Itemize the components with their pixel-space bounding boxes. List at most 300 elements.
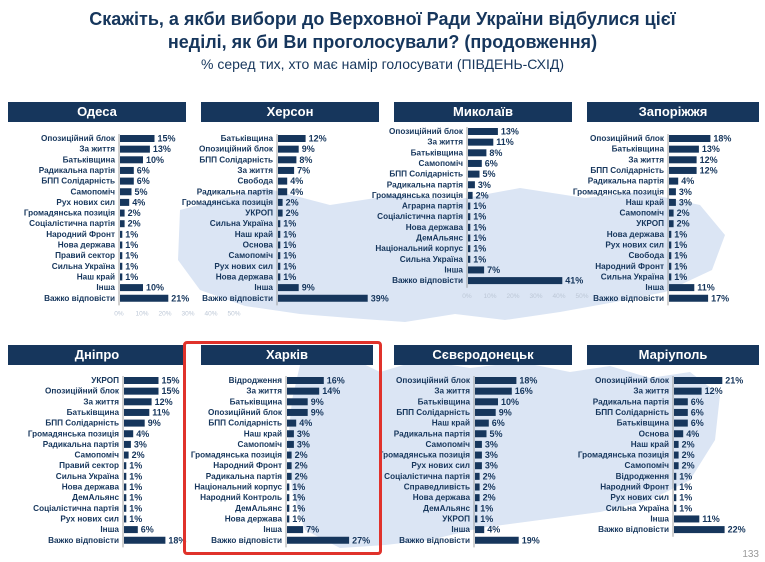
dnipro-bar <box>124 537 165 544</box>
zaporizhzhia-value-label: 1% <box>674 240 688 250</box>
dnipro-value-label: 1% <box>129 460 143 471</box>
kharkiv-value-label: 1% <box>292 492 306 503</box>
kherson-category-label: Наш край <box>234 229 273 239</box>
odesa-value-label: 10% <box>146 154 165 165</box>
sievierodonetsk-bar <box>475 462 482 469</box>
odesa-value-label: 6% <box>136 176 150 187</box>
mariupol-category-label: Народний Фронт <box>600 482 669 492</box>
kherson-value-label: 7% <box>297 165 311 176</box>
dnipro-category-label: Рух нових сил <box>60 514 119 524</box>
mykolaiv-bar <box>468 256 470 263</box>
mykolaiv-category-label: Батьківщина <box>410 148 463 158</box>
sievierodonetsk-category-label: Важко відповісти <box>399 535 470 545</box>
odesa-value-label: 15% <box>157 133 176 144</box>
kharkiv-category-label: Наш край <box>243 429 282 439</box>
zaporizhzhia-value-label: 1% <box>674 229 688 240</box>
dnipro-bar <box>124 398 152 405</box>
mykolaiv-bar <box>468 160 482 167</box>
city-header-sievierodonetsk: Сєвєродонецьк <box>394 345 572 365</box>
sievierodonetsk-category-label: Нова держава <box>412 493 470 503</box>
zaporizhzhia-value-label: 1% <box>674 261 688 272</box>
zaporizhzhia-category-label: Громадянська позиція <box>572 187 664 197</box>
odesa-category-label: Соціалістична партія <box>29 219 115 229</box>
mariupol-bar <box>674 441 679 448</box>
zaporizhzhia-value-label: 4% <box>681 176 695 187</box>
zaporizhzhia-category-label: БПП Солідарність <box>590 165 664 175</box>
sievierodonetsk-bar <box>475 537 519 544</box>
dnipro-value-label: 15% <box>161 386 180 397</box>
odesa-bar <box>120 231 122 238</box>
odesa-bar <box>120 273 122 280</box>
mykolaiv-value-label: 5% <box>482 169 496 180</box>
zaporizhzhia-bar <box>669 156 697 163</box>
dnipro-category-label: За життя <box>83 397 119 407</box>
sievierodonetsk-bar <box>475 420 489 427</box>
zaporizhzhia-bar <box>669 252 671 259</box>
zaporizhzhia-category-label: УКРОП <box>636 219 664 229</box>
odesa-category-label: Радикальна партія <box>38 165 115 175</box>
mariupol-category-label: Рух нових сил <box>610 493 669 503</box>
zaporizhzhia-category-label: Інша <box>645 283 664 293</box>
kherson-category-label: Громадянська позиція <box>181 197 273 207</box>
city-header-dnipro: Дніпро <box>8 345 186 365</box>
kherson-bar <box>278 284 299 291</box>
mykolaiv-bar <box>468 277 562 284</box>
city-header-kharkiv: Харків <box>201 345 373 365</box>
dnipro-bar <box>124 462 126 469</box>
zaporizhzhia-bar <box>669 231 671 238</box>
kharkiv-value-label: 1% <box>292 513 306 524</box>
zaporizhzhia-value-label: 2% <box>676 218 690 229</box>
sievierodonetsk-category-label: Інша <box>451 525 470 535</box>
odesa-category-label: БПП Солідарність <box>41 176 115 186</box>
sievierodonetsk-bar <box>475 526 484 533</box>
kharkiv-category-label: Опозиційний блок <box>208 407 282 417</box>
mariupol-category-label: Опозиційний блок <box>595 376 669 385</box>
mykolaiv-bar <box>468 181 475 188</box>
kherson-bar <box>278 231 280 238</box>
odesa-axis-tick: 0% <box>114 310 124 318</box>
kherson-bar <box>278 199 283 206</box>
odesa-category-label: Самопоміч <box>70 187 115 197</box>
odesa-bar <box>120 263 122 270</box>
mykolaiv-bar <box>468 213 470 220</box>
mariupol-category-label: Радикальна партія <box>592 397 669 407</box>
mariupol-category-label: За життя <box>633 386 669 396</box>
sievierodonetsk-category-label: Опозиційний блок <box>396 376 470 385</box>
mariupol-value-label: 22% <box>727 524 746 535</box>
kherson-category-label: Батьківщина <box>220 134 273 143</box>
kharkiv-value-label: 2% <box>294 460 308 471</box>
mariupol-bar <box>674 505 676 512</box>
zaporizhzhia-category-label: Радикальна партія <box>587 176 664 186</box>
mariupol-bar <box>674 420 688 427</box>
odesa-category-label: Опозиційний блок <box>41 134 115 143</box>
dnipro-value-label: 1% <box>129 503 143 514</box>
dnipro-value-label: 4% <box>136 428 150 439</box>
kharkiv-value-label: 2% <box>294 471 308 482</box>
mykolaiv-axis-tick: 30% <box>529 292 543 300</box>
mykolaiv-value-label: 1% <box>473 222 487 233</box>
mariupol-category-label: Основа <box>638 429 669 439</box>
kharkiv-category-label: Батьківщина <box>229 397 282 407</box>
sievierodonetsk-category-label: Наш край <box>431 418 470 428</box>
kherson-bar <box>278 156 296 163</box>
kharkiv-value-label: 16% <box>326 375 345 386</box>
dnipro-bar <box>124 473 126 480</box>
kharkiv-value-label: 4% <box>299 418 313 429</box>
kharkiv-value-label: 9% <box>310 396 324 407</box>
odesa-value-label: 1% <box>125 271 139 282</box>
odesa-bar <box>120 284 143 291</box>
kherson-bar <box>278 295 368 302</box>
mariupol-value-label: 2% <box>681 460 695 471</box>
sievierodonetsk-bar <box>475 473 480 480</box>
zaporizhzhia-category-label: Нова держава <box>606 229 664 239</box>
dnipro-value-label: 11% <box>152 407 170 418</box>
city-header-mykolaiv: Миколаїв <box>394 102 572 122</box>
sievierodonetsk-value-label: 6% <box>491 418 505 429</box>
odesa-category-label: Народний Фронт <box>46 229 115 239</box>
dnipro-value-label: 18% <box>168 535 187 546</box>
kharkiv-category-label: Громадянська позиція <box>190 450 282 460</box>
sievierodonetsk-category-label: ДемАльянс <box>423 503 470 513</box>
kharkiv-value-label: 3% <box>296 428 310 439</box>
kherson-value-label: 1% <box>283 240 297 250</box>
kharkiv-value-label: 1% <box>292 503 306 514</box>
odesa-category-label: Правий сектор <box>55 251 115 261</box>
dnipro-bar <box>124 441 131 448</box>
dnipro-category-label: Громадянська позиція <box>27 429 119 439</box>
sievierodonetsk-value-label: 3% <box>484 460 498 471</box>
kherson-category-label: Радикальна партія <box>196 187 273 197</box>
mariupol-bar <box>674 494 676 501</box>
city-header-odesa: Одеса <box>8 102 186 122</box>
kherson-category-label: Основа <box>242 240 273 250</box>
mariupol-bar <box>674 398 688 405</box>
zaporizhzhia-value-label: 18% <box>713 133 732 144</box>
odesa-bar <box>120 135 155 142</box>
dnipro-value-label: 15% <box>161 375 180 386</box>
dnipro-value-label: 1% <box>129 471 143 482</box>
dnipro-value-label: 6% <box>140 524 154 535</box>
odesa-category-label: Громадянська позиція <box>23 208 115 218</box>
zaporizhzhia-value-label: 17% <box>711 293 730 304</box>
kherson-value-label: 39% <box>370 293 389 304</box>
mykolaiv-axis-tick: 40% <box>552 292 566 300</box>
kherson-category-label: Свобода <box>237 176 273 186</box>
kherson-value-label: 1% <box>283 271 297 282</box>
odesa-category-label: Сильна Україна <box>51 261 115 271</box>
odesa-category-label: Батьківщина <box>62 155 115 165</box>
odesa-value-label: 5% <box>134 186 148 197</box>
sievierodonetsk-value-label: 16% <box>514 386 533 397</box>
mykolaiv-category-label: ДемАльянс <box>416 233 463 243</box>
kherson-value-label: 4% <box>290 186 304 197</box>
kherson-value-label: 9% <box>301 282 315 293</box>
mariupol-value-label: 1% <box>679 471 693 482</box>
mykolaiv-category-label: Радикальна партія <box>386 180 463 190</box>
sievierodonetsk-bar <box>475 409 496 416</box>
sievierodonetsk-category-label: Самопоміч <box>425 439 470 449</box>
dnipro-bar <box>124 494 126 501</box>
dnipro-category-label: Батьківщина <box>66 407 119 417</box>
sievierodonetsk-category-label: Соціалістична партія <box>384 471 470 481</box>
sievierodonetsk-value-label: 3% <box>484 450 498 461</box>
kherson-bar <box>278 146 299 153</box>
kharkiv-value-label: 3% <box>296 439 310 450</box>
dnipro-bar <box>124 452 129 459</box>
mykolaiv-value-label: 7% <box>487 264 501 275</box>
kherson-value-label: 12% <box>308 133 327 144</box>
kherson-value-label: 2% <box>285 208 299 219</box>
city-header-zaporizhzhia: Запоріжжя <box>587 102 759 122</box>
mariupol-category-label: Сильна Україна <box>605 503 669 513</box>
odesa-category-label: За життя <box>79 144 115 154</box>
odesa-bar <box>120 242 122 249</box>
dnipro-category-label: Опозиційний блок <box>45 386 119 396</box>
mykolaiv-value-label: 6% <box>484 158 498 169</box>
zaporizhzhia-category-label: Важко відповісти <box>593 293 664 303</box>
mykolaiv-bar <box>468 203 470 210</box>
mykolaiv-axis-tick: 20% <box>506 292 520 300</box>
mariupol-bar <box>674 484 676 491</box>
kharkiv-category-label: ДемАльянс <box>235 503 282 513</box>
dnipro-value-label: 9% <box>147 418 161 429</box>
zaporizhzhia-bar <box>669 242 671 249</box>
kherson-value-label: 8% <box>299 154 313 165</box>
kharkiv-category-label: Самопоміч <box>237 439 282 449</box>
mykolaiv-bar <box>468 149 486 156</box>
dnipro-bar <box>124 409 149 416</box>
mariupol-category-label: Громадянська позиція <box>577 450 669 460</box>
kherson-bar <box>278 188 287 195</box>
zaporizhzhia-value-label: 3% <box>678 186 692 197</box>
zaporizhzhia-bar <box>669 263 671 270</box>
mykolaiv-value-label: 1% <box>473 211 487 222</box>
sievierodonetsk-bar <box>475 430 487 437</box>
mariupol-bar <box>674 473 676 480</box>
kherson-category-label: Рух нових сил <box>214 261 273 271</box>
kharkiv-category-label: Інша <box>263 525 282 535</box>
dnipro-bar <box>124 388 159 395</box>
zaporizhzhia-category-label: Батьківщина <box>611 144 664 154</box>
title-line-1: Скажіть, а якби вибори до Верховної Ради України відбулися цієї <box>89 9 676 29</box>
dnipro-bar <box>124 420 145 427</box>
sievierodonetsk-value-label: 5% <box>489 428 503 439</box>
mykolaiv-value-label: 1% <box>473 254 487 265</box>
mariupol-value-label: 1% <box>679 482 693 492</box>
sievierodonetsk-category-label: Батьківщина <box>417 397 470 407</box>
dnipro-bar <box>124 430 133 437</box>
mykolaiv-value-label: 1% <box>473 233 487 243</box>
city-header-mariupol: Маріуполь <box>587 345 759 365</box>
kherson-value-label: 1% <box>283 261 297 272</box>
kherson-category-label: Опозиційний блок <box>199 144 273 154</box>
kherson-bar <box>278 242 280 249</box>
zaporizhzhia-bar <box>669 199 676 206</box>
kherson-category-label: Інша <box>254 283 273 293</box>
mykolaiv-category-label: Національний корпус <box>375 244 463 254</box>
kharkiv-category-label: Народний Контроль <box>200 493 282 503</box>
mykolaiv-category-label: БПП Солідарність <box>389 169 463 179</box>
kherson-bar <box>278 263 280 270</box>
zaporizhzhia-category-label: Рух нових сил <box>605 240 664 250</box>
mariupol-category-label: Відродження <box>615 471 669 481</box>
kharkiv-value-label: 2% <box>294 450 308 461</box>
odesa-axis-tick: 50% <box>227 310 241 318</box>
dnipro-category-label: Соціалістична партія <box>33 503 119 513</box>
sievierodonetsk-category-label: БПП Солідарність <box>396 407 470 417</box>
odesa-category-label: Рух нових сил <box>56 197 115 207</box>
dnipro-category-label: ДемАльянс <box>72 493 119 503</box>
mariupol-bar <box>674 452 679 459</box>
zaporizhzhia-bar <box>669 188 676 195</box>
odesa-value-label: 6% <box>136 165 150 176</box>
kharkiv-value-label: 7% <box>306 524 320 535</box>
kharkiv-highlight-frame <box>183 341 382 555</box>
mariupol-value-label: 1% <box>679 503 693 514</box>
dnipro-value-label: 12% <box>154 396 173 407</box>
odesa-value-label: 4% <box>132 197 146 208</box>
mykolaiv-bar <box>468 266 484 273</box>
mykolaiv-category-label: Самопоміч <box>418 158 463 168</box>
dnipro-category-label: Інша <box>100 525 119 535</box>
sievierodonetsk-category-label: За життя <box>434 386 470 396</box>
zaporizhzhia-value-label: 3% <box>678 197 692 208</box>
odesa-bar <box>120 252 122 259</box>
kharkiv-value-label: 1% <box>292 482 306 492</box>
mykolaiv-category-label: За життя <box>427 137 463 147</box>
zaporizhzhia-category-label: Опозиційний блок <box>590 134 664 143</box>
kherson-category-label: Сильна Україна <box>209 219 273 229</box>
mariupol-bar <box>674 515 699 522</box>
mariupol-value-label: 4% <box>686 428 700 439</box>
kharkiv-value-label: 9% <box>310 407 324 418</box>
mariupol-value-label: 6% <box>690 418 704 429</box>
mykolaiv-value-label: 1% <box>473 243 487 254</box>
mykolaiv-bar <box>468 235 470 242</box>
odesa-value-label: 1% <box>125 250 139 261</box>
kherson-category-label: БПП Солідарність <box>199 155 273 165</box>
sievierodonetsk-category-label: Рух нових сил <box>411 461 470 471</box>
dnipro-category-label: Важко відповісти <box>48 535 119 545</box>
zaporizhzhia-value-label: 1% <box>674 250 688 261</box>
mariupol-bar <box>674 462 679 469</box>
sievierodonetsk-value-label: 4% <box>487 524 501 535</box>
dnipro-bar <box>124 377 159 384</box>
zaporizhzhia-bar <box>669 284 694 291</box>
mykolaiv-category-label: Сильна Україна <box>399 254 463 264</box>
odesa-bar <box>120 210 125 217</box>
dnipro-category-label: УКРОП <box>91 376 119 385</box>
mykolaiv-value-label: 2% <box>475 190 489 201</box>
title-line-2: неділі, як би Ви проголосували? (продовження) <box>167 32 598 52</box>
dnipro-category-label: Самопоміч <box>74 450 119 460</box>
mariupol-category-label: Інша <box>650 514 669 524</box>
sievierodonetsk-value-label: 2% <box>482 471 496 482</box>
zaporizhzhia-bar <box>669 295 708 302</box>
mariupol-bar <box>674 526 725 533</box>
dnipro-category-label: Нова держава <box>61 482 119 492</box>
kherson-category-label: Важко відповісти <box>202 293 273 303</box>
city-header-kherson: Херсон <box>201 102 379 122</box>
odesa-value-label: 1% <box>125 240 139 250</box>
dnipro-value-label: 1% <box>129 492 143 503</box>
sievierodonetsk-bar <box>475 515 477 522</box>
zaporizhzhia-value-label: 12% <box>699 165 718 176</box>
mykolaiv-category-label: Нова держава <box>405 222 463 232</box>
odesa-value-label: 2% <box>127 208 141 219</box>
mariupol-category-label: Важко відповісти <box>598 525 669 535</box>
dnipro-value-label: 3% <box>133 439 147 450</box>
kherson-value-label: 2% <box>285 197 299 208</box>
dnipro-bar <box>124 515 126 522</box>
zaporizhzhia-value-label: 13% <box>701 144 720 155</box>
odesa-axis-tick: 10% <box>135 310 149 318</box>
odesa-value-label: 1% <box>125 261 139 272</box>
sievierodonetsk-value-label: 2% <box>482 482 496 492</box>
mariupol-category-label: Самопоміч <box>624 461 669 471</box>
sievierodonetsk-bar <box>475 494 480 501</box>
mykolaiv-bar <box>468 224 470 231</box>
kharkiv-category-label: БПП Солідарність <box>208 418 282 428</box>
kharkiv-category-label: Національний корпус <box>194 482 282 492</box>
mariupol-value-label: 1% <box>679 492 693 503</box>
sievierodonetsk-category-label: Справедливість <box>403 482 470 492</box>
mykolaiv-axis-tick: 50% <box>575 292 589 300</box>
zaporizhzhia-category-label: Самопоміч <box>619 208 664 218</box>
zaporizhzhia-category-label: Наш край <box>625 197 664 207</box>
kherson-bar <box>278 210 283 217</box>
kharkiv-value-label: 27% <box>352 535 371 546</box>
kharkiv-value-label: 14% <box>322 386 341 397</box>
odesa-bar <box>120 167 134 174</box>
dnipro-bar <box>124 484 126 491</box>
mariupol-bar <box>674 430 683 437</box>
kherson-bar <box>278 135 306 142</box>
odesa-category-label: Важко відповісти <box>44 293 115 303</box>
odesa-bar <box>120 295 168 302</box>
kharkiv-category-label: Важко відповісти <box>211 535 282 545</box>
sievierodonetsk-value-label: 3% <box>484 439 498 450</box>
sievierodonetsk-value-label: 1% <box>480 503 494 514</box>
zaporizhzhia-bar <box>669 146 699 153</box>
mykolaiv-axis-tick: 10% <box>483 292 497 300</box>
zaporizhzhia-category-label: Народний Фронт <box>595 261 664 271</box>
dnipro-bar <box>124 526 138 533</box>
odesa-category-label: Інша <box>96 283 115 293</box>
kherson-bar <box>278 167 294 174</box>
zaporizhzhia-value-label: 11% <box>697 282 715 293</box>
odesa-bar <box>120 188 132 195</box>
mykolaiv-value-label: 11% <box>496 137 514 148</box>
sievierodonetsk-bar <box>475 441 482 448</box>
zaporizhzhia-value-label: 12% <box>699 154 718 165</box>
dnipro-category-label: БПП Солідарність <box>45 418 119 428</box>
kherson-bar <box>278 252 280 259</box>
mykolaiv-category-label: Аграрна партія <box>401 201 463 211</box>
mykolaiv-value-label: 3% <box>477 179 491 190</box>
kherson-value-label: 4% <box>290 176 304 187</box>
dnipro-category-label: Правий сектор <box>59 461 119 471</box>
mykolaiv-bar <box>468 171 480 178</box>
mariupol-category-label: Наш край <box>630 439 669 449</box>
sievierodonetsk-value-label: 9% <box>498 407 512 418</box>
dnipro-bar <box>124 505 126 512</box>
dnipro-value-label: 1% <box>129 513 143 524</box>
odesa-axis-tick: 30% <box>181 310 195 318</box>
